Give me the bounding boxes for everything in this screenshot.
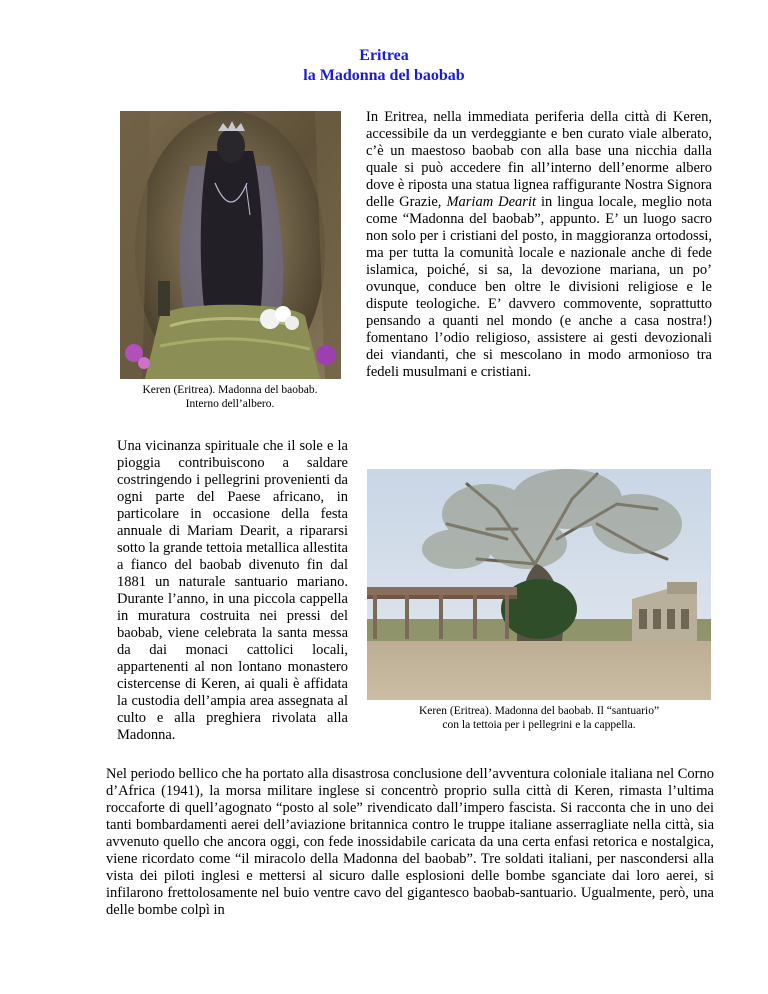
figure2-caption — [367, 704, 711, 732]
paragraph-intro — [366, 109, 712, 381]
figure1-caption — [110, 383, 350, 411]
madonna-statue-photo — [120, 111, 341, 379]
baobab-sanctuary-photo — [367, 469, 711, 700]
document-subtitle: la Madonna del baobab — [303, 67, 465, 84]
figure2-caption-line1: Keren (Eritrea). Madonna del baobab. Il “santuario” — [418, 705, 660, 717]
paragraph-war-history: Nel periodo bellico che ha portato alla disastrosa conclusione dell’avventura coloniale italiana nel Corno d’Africa (1941), la morsa militare inglese si concentrò proprio sulla città di Keren, rimasta l’ultima roccaforte di quell’agognato “posto al sole” rivendicato dall’impero fascista. Si racconta che in uno dei tanti bombardamenti aerei dell’aviazione britannica contro le truppe italiane asserragliate nella città, sia avvenuto quello che ancora oggi, con fede inossidabile caricata da una certa enfasi retorica e nostalgica, viene ricordato come “il miracolo della Madonna del baobab”. Tre soldati italiani, per nascondersi alla vista dei piloti inglesi e mettersi al sicuro dalle esplosioni delle bombe sganciate dai loro aerei, si infilarono frettolosamente nel buio ventre cavo del gigantesco baobab-santuario. Ugualmente, però, una delle bombe colpì in — [106, 766, 714, 918]
figure1-caption-line1: Keren (Eritrea). Madonna del baobab. — [142, 384, 318, 396]
paragraph-intro-part1: In Eritrea, nella immediata periferia della città di Keren, accessibile da un verdeggiante e ben curato viale alberato, c’è un maestoso baobab con alla base una nicchia dalla quale si può accedere fin all’interno dell’enorme albero dove è riposta una statua lignea raffigurante Nostra Signora delle Grazie, — [366, 109, 712, 210]
figure2-caption-line2: con la tettoia per i pellegrini e la cappella. — [442, 719, 636, 731]
paragraph-intro-part2: in lingua locale, meglio nota come “Madonna del baobab”, appunto. E’ un luogo sacro non solo per i cristiani del posto, in maggioranza ortodossi, ma per tutta la comunità locale e nazionale anche di fede islamica, poiché, si sa, la devozione mariana, un po’ ovunque, conduce ben oltre le divisioni religiose e le dispute teologiche. E’ davvero commovente, soprattutto pensando a quanti nel mondo (e anche a casa nostra!) fomentano l’odio religioso, assistere ai gesti devozionali dei viandanti, che si mescolano in modo armonioso tra fedeli musulmani e cristiani. — [366, 194, 712, 380]
document-title: Eritrea — [359, 47, 409, 64]
figure1-caption-line2: Interno dell’albero. — [185, 398, 275, 410]
paragraph-pilgrims: Una vicinanza spirituale che il sole e la pioggia contribuiscono a saldare costringendo i pellegrini provenienti da ogni parte del Paese africano, in particolare in occasione della festa annuale di Mariam Dearit, a ripararsi sotto la grande tettoia metallica allestita a fianco del baobab divenuto fin dal 1881 un naturale santuario mariano. Durante l’anno, in una piccola cappella in muratura costruita nei pressi del baobab, viene celebrata la santa messa da dai monaci cattolici locali, appartenenti al non lontano monastero cistercense di Keren, ai quali è affidata la custodia dell’ampia area assegnata al culto e alla preghiera rivolata alla Madonna. — [117, 438, 348, 743]
paragraph-intro-local-name: Mariam Dearit — [446, 194, 537, 210]
